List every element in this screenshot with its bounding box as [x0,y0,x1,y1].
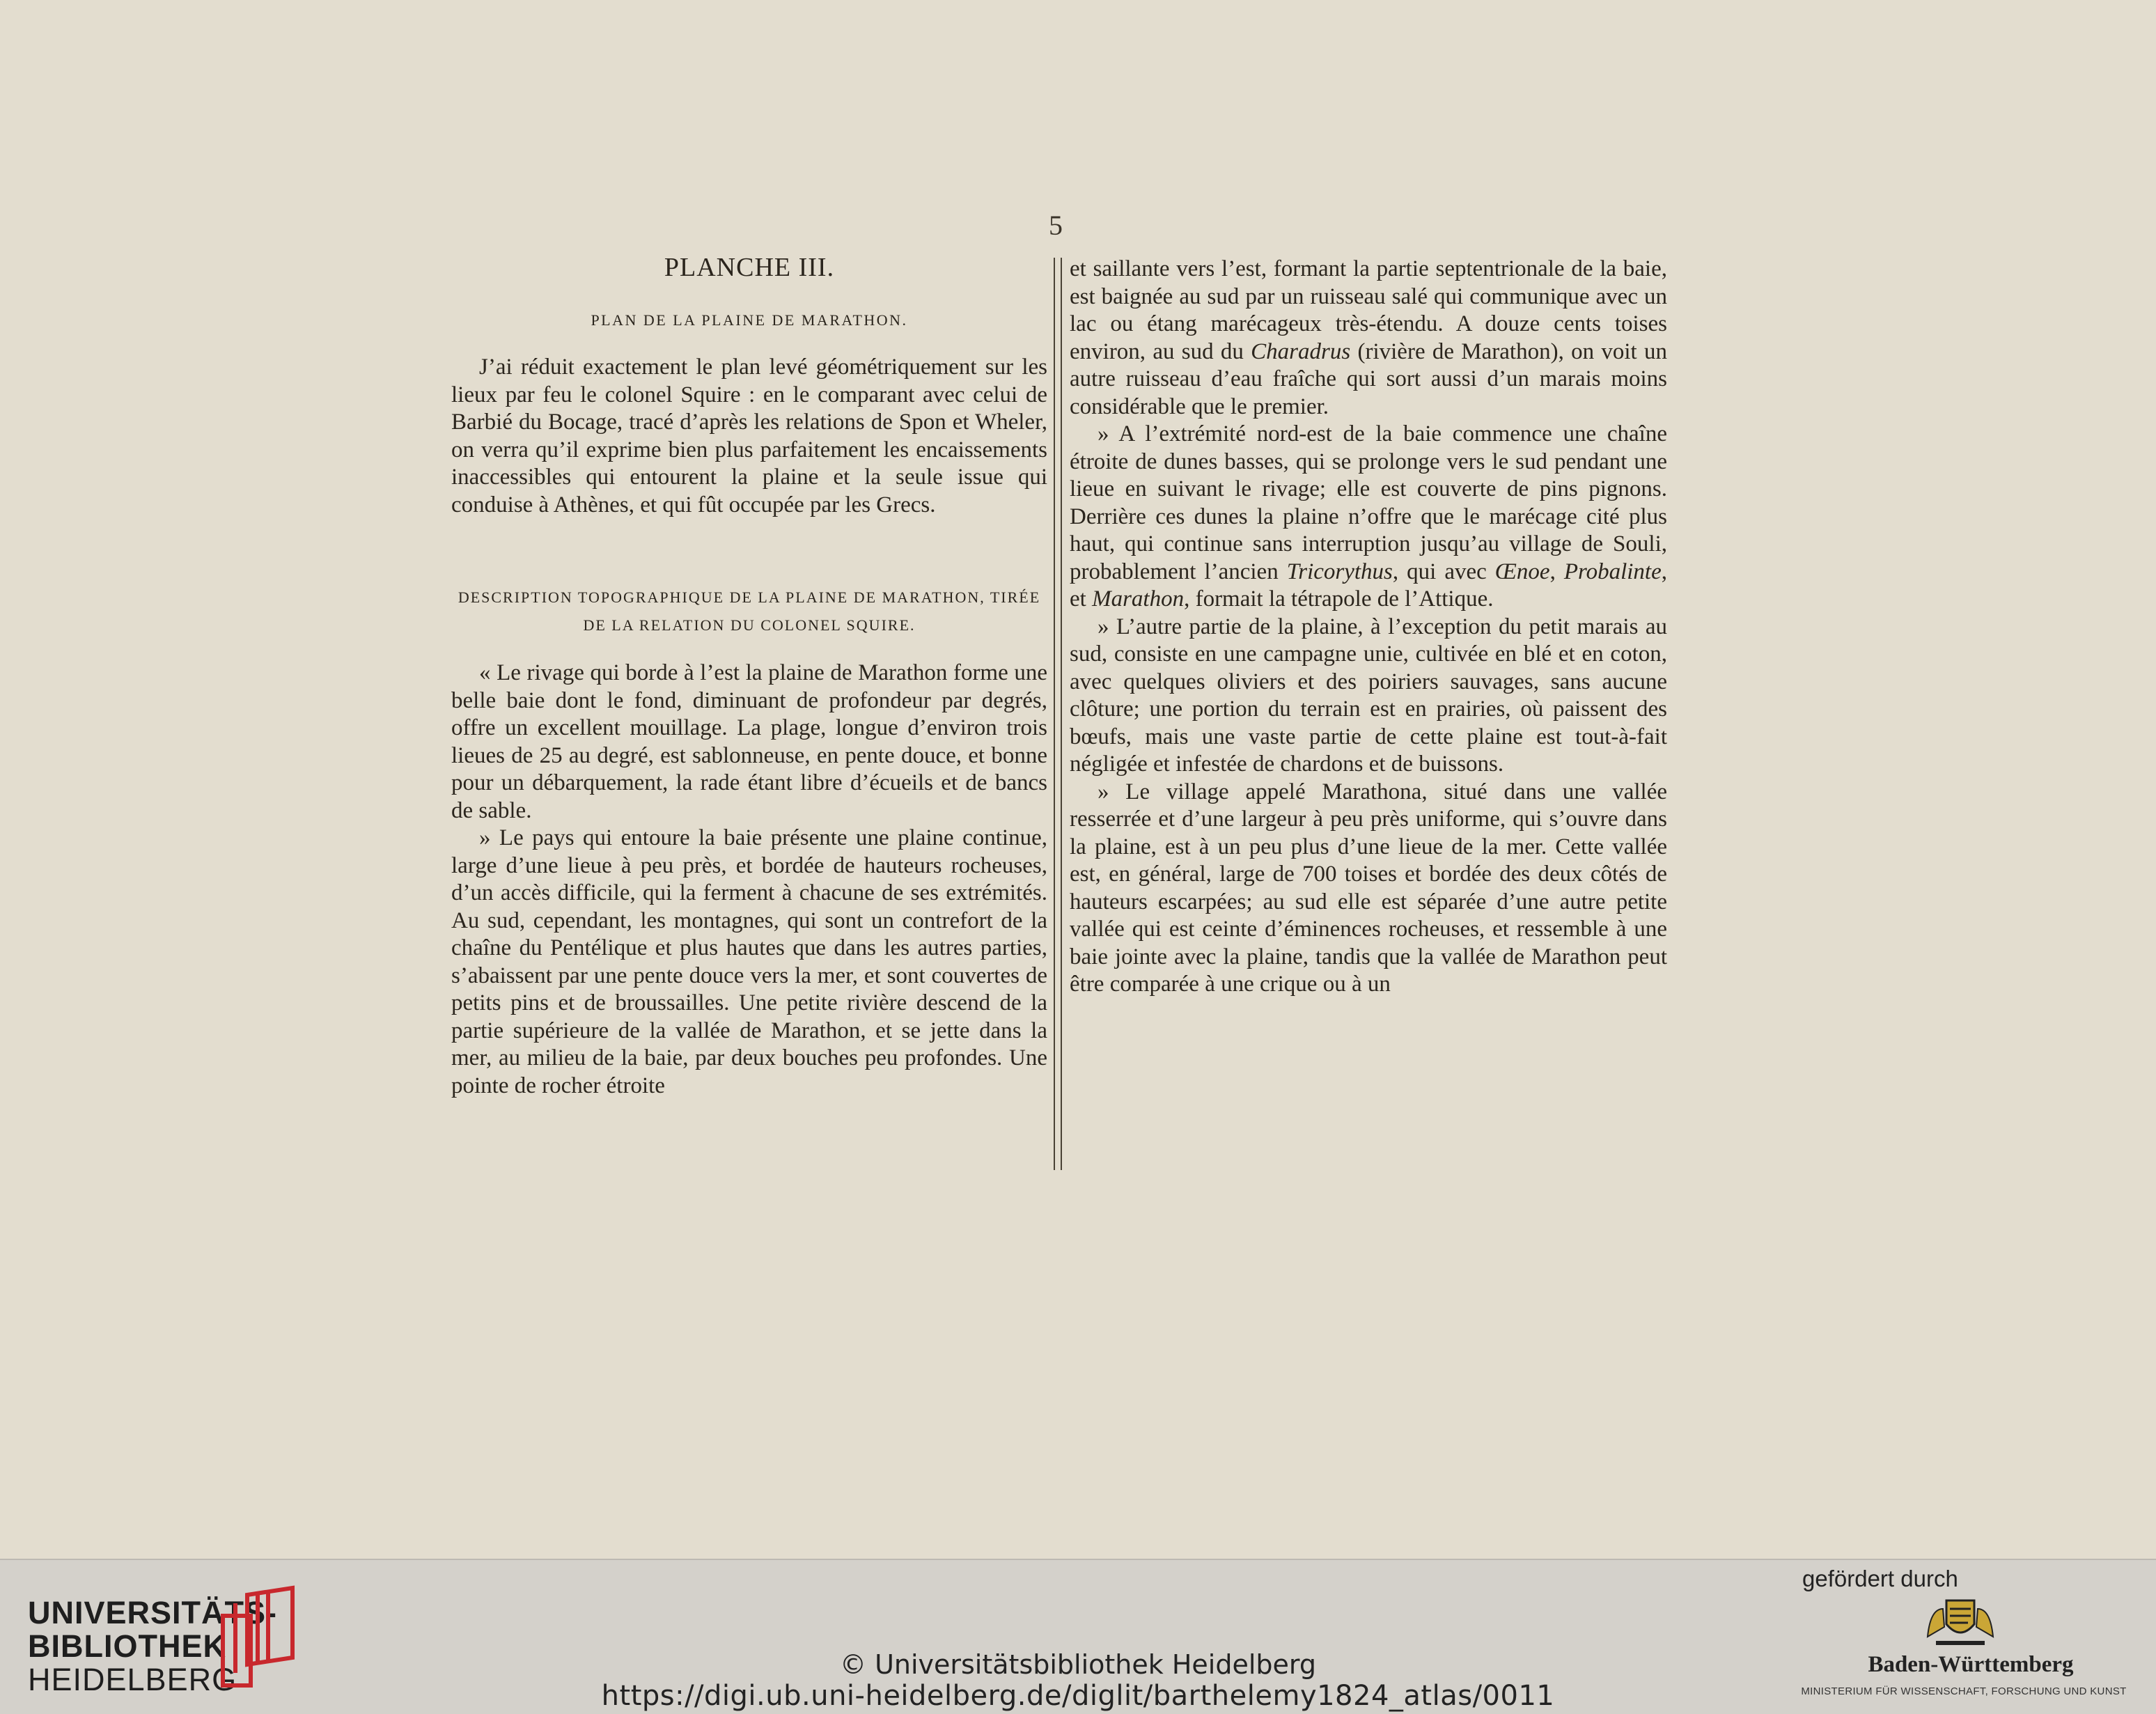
italic-place-name: Probalinte [1563,559,1662,584]
plate-title: PLANCHE III. [664,253,835,282]
page-number: 5 [1049,210,1063,241]
funded-by-label: gefördert durch [1802,1566,1958,1591]
text-run: et saillante vers l’est, formant la partie septentrionale de la baie, est baignée au sud par un ruisseau salé qui communique avec un lac ou étang marécageux très-étendu. A douze cents toises environ, au sud du [1070,256,1667,364]
left-paragraph: » Le pays qui entoure la baie présente une plaine continue, large d’une lieue à peu près, et bordée de hauteurs rocheuses, d’un accès difficile, qui la ferment à chacune de ses extrémités. Au sud, cependant, les montagnes, qui sont un contrefort de la chaîne du Pentélique et plus hautes que dans les autres parties, s’abaissent par une pente douce vers la mer, et sont couvertes de petits pins et de broussailles. Une petite rivière descend de la partie supérieure de la vallée de Marathon, et se jette dans la mer, au milieu de la baie, par deux bouches peu profondes. Une pointe de rocher étroite [451,825,1047,1098]
ministry-name: MINISTERIUM FÜR WISSENSCHAFT, FORSCHUNG UND KUNST [1801,1685,2127,1697]
text-run: (rivière de Marathon), on voit un autre ruisseau d’eau fraîche qui sort aussi d’un marais moins considérable que le premier. [1070,338,1668,419]
text-run: , [1549,559,1564,584]
right-paragraph: » Le village appelé Marathona, situé dans une vallée resserrée et d’une largeur à peu près uniforme, qui s’ouvre dans la plaine, est à un peu plus d’une lieue de la mer. Cette vallée est, en général, large de 700 toises et bordée des deux côtés de hauteurs escarpées; au sud elle est séparée d’une autre petite vallée qui est ceinte d’éminences rocheuses, et ressemble à une baie jointe avec la plaine, tandis que la vallée de Marathon peut être comparée à une crique ou à un [1070,779,1667,997]
right-paragraph [1070,421,1667,614]
left-column [451,660,1047,1100]
right-paragraph: » L’autre partie de la plaine, à l’exception du petit marais au sud, consiste en une campagne unie, cultivée en blé et en coton, avec quelques oliviers et des poiriers sauvages, sans aucune clôture; une portion du terrain est en prairies, où paissent des bœufs, mais une vaste partie de cette plaine est tout-à-fait négligée et infestée de chardons et de buissons. [1070,614,1667,777]
column-rule-left [1054,258,1055,1170]
library-name-line2: BIBLIOTHEK [28,1628,226,1664]
intro-paragraph [451,354,1047,519]
right-column [1070,256,1667,999]
library-name-line1: UNIVERSITÄTS- [28,1595,278,1630]
text-run: , qui avec [1392,559,1495,584]
italic-place-name: Charadrus [1251,338,1351,364]
permalink-url[interactable]: https://digi.ub.uni-heidelberg.de/diglit/barthelemy1824_atlas/0011 [601,1680,1555,1712]
coat-of-arms-icon [1922,1595,1999,1648]
italic-place-name: Tricorythus [1286,559,1393,584]
italic-place-name: Marathon [1092,586,1185,611]
library-logo-icon [216,1581,299,1692]
plate-subtitle: PLAN DE LA PLAINE DE MARATHON. [591,311,908,329]
left-paragraph: « Le rivage qui borde à l’est la plaine de Marathon forme une belle baie dont le fond, diminuant de profondeur par degrés, offre un excellent mouillage. La plage, longue d’environ trois lieues de 25 au degré, est sablonneuse, en pente douce, et bonne pour un débarquement, la rade étant libre d’écueils et de bancs de sable. [451,660,1047,823]
column-rule-right [1061,258,1062,1170]
right-paragraph [1070,256,1667,421]
text-run: » A l’extrémité nord-est de la baie commence une chaîne étroite de dunes basses, qui se prolonge vers le sud pendant une lieue en suivant le rivage; elle est couverte de pins pignons. Derrière ces dunes la plaine n’offre que le marécage cité plus haut, qui continue sans interruption jusqu’au village de Souli, probablement l’ancien [1070,421,1667,584]
text-run: , et [1070,559,1667,611]
text-run: , formait la tétrapole de l’Attique. [1184,586,1494,611]
section-heading: DESCRIPTION TOPOGRAPHIQUE DE LA PLAINE DE MARATHON, TIRÉE DE LA RELATION DU COLONEL SQUIRE. [458,589,1041,634]
intro-text: J’ai réduit exactement le plan levé géométriquement sur les lieux par feu le colonel Squire : en le comparant avec celui de Barbié du Bocage, tracé d’après les relations de Spon et Wheler, on verra qu’il exprime bien plus parfaitement les encaissements inaccessibles qui entourent la plaine et la seule issue qui conduise à Athènes, et qui fût occupée par les Grecs. [451,355,1047,517]
state-name: Baden-Württemberg [1868,1652,2074,1677]
copyright-text: © Universitätsbibliothek Heidelberg [839,1649,1317,1680]
italic-place-name: Œnoe [1494,559,1550,584]
library-name-line3: HEIDELBERG [28,1662,237,1697]
